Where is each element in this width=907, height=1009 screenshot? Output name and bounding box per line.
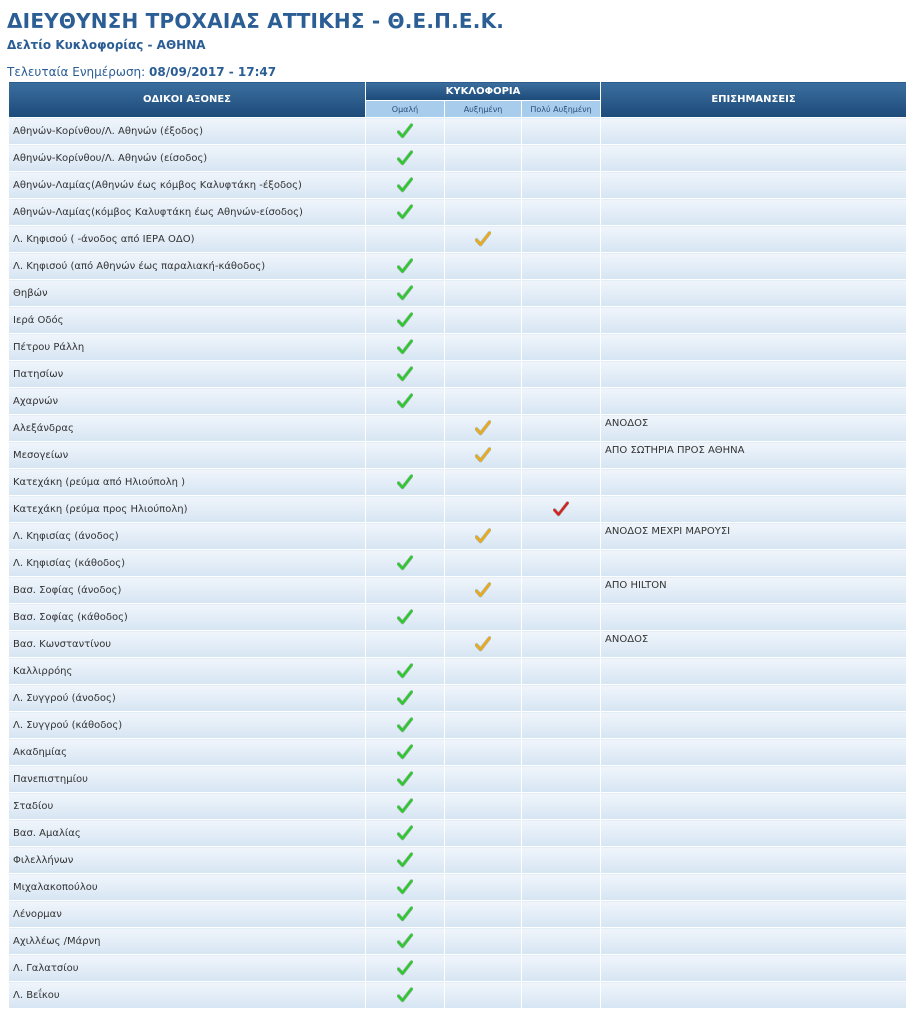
traffic-cell-normal: [366, 523, 445, 550]
checkmark-icon: [397, 123, 413, 139]
traffic-cell-very-increased: [522, 982, 601, 1009]
subheader-increased: Αυξημένη: [445, 101, 522, 118]
road-name: Λ. Βεΐκου: [9, 982, 366, 1009]
checkmark-icon: [475, 231, 491, 247]
traffic-cell-normal: [366, 280, 445, 307]
table-row: [9, 955, 907, 982]
traffic-cell-normal: [366, 955, 445, 982]
table-row: [9, 496, 907, 523]
checkmark-icon: [397, 906, 413, 922]
traffic-cell-increased: [445, 496, 522, 523]
table-row: [9, 712, 907, 739]
checkmark-icon: [397, 258, 413, 274]
traffic-cell-increased: [445, 901, 522, 928]
road-name: Λ. Συγγρού (κάθοδος): [9, 712, 366, 739]
note-cell: [601, 604, 907, 631]
traffic-cell-increased: [445, 280, 522, 307]
checkmark-icon: [397, 339, 413, 355]
note-cell: [601, 280, 907, 307]
checkmark-icon: [397, 987, 413, 1003]
traffic-cell-very-increased: [522, 334, 601, 361]
traffic-cell-normal: [366, 496, 445, 523]
note-cell: [601, 739, 907, 766]
table-row: [9, 982, 907, 1009]
road-name: Λ. Κηφισίας (άνοδος): [9, 523, 366, 550]
note-cell: [601, 820, 907, 847]
note-cell: [601, 226, 907, 253]
note-cell: [601, 172, 907, 199]
table-row: [9, 253, 907, 280]
table-row: [9, 388, 907, 415]
road-name: Αθηνών-Κορίνθου/Λ. Αθηνών (έξοδος): [9, 118, 366, 145]
road-name: Πέτρου Ράλλη: [9, 334, 366, 361]
note-cell: ΑΝΟΔΟΣ: [601, 415, 907, 442]
note-cell: [601, 901, 907, 928]
road-name: Βασ. Αμαλίας: [9, 820, 366, 847]
note-cell: ΑΠΟ ΣΩΤΗΡΙΑ ΠΡΟΣ ΑΘΗΝΑ: [601, 442, 907, 469]
note-cell: [601, 199, 907, 226]
traffic-cell-increased: [445, 523, 522, 550]
traffic-cell-normal: [366, 307, 445, 334]
traffic-cell-increased: [445, 550, 522, 577]
road-name: Λ. Κηφισίας (κάθοδος): [9, 550, 366, 577]
page-subtitle: Δελτίο Κυκλοφορίας - ΑΘΗΝΑ: [7, 38, 206, 52]
table-row: [9, 550, 907, 577]
table-row: [9, 415, 907, 442]
road-name: Λ. Γαλατσίου: [9, 955, 366, 982]
note-cell: [601, 793, 907, 820]
traffic-cell-normal: [366, 820, 445, 847]
note-cell: [601, 469, 907, 496]
traffic-cell-normal: [366, 658, 445, 685]
checkmark-icon: [397, 312, 413, 328]
checkmark-icon: [397, 879, 413, 895]
checkmark-icon: [475, 582, 491, 598]
checkmark-icon: [397, 744, 413, 760]
note-cell: ΑΠΟ HILTON: [601, 577, 907, 604]
checkmark-icon: [397, 960, 413, 976]
checkmark-icon: [397, 825, 413, 841]
road-name: Ακαδημίας: [9, 739, 366, 766]
traffic-cell-very-increased: [522, 415, 601, 442]
traffic-cell-very-increased: [522, 901, 601, 928]
traffic-cell-increased: [445, 415, 522, 442]
note-cell: [601, 118, 907, 145]
checkmark-icon: [397, 366, 413, 382]
traffic-cell-normal: [366, 361, 445, 388]
traffic-cell-very-increased: [522, 928, 601, 955]
note-cell: [601, 712, 907, 739]
traffic-cell-increased: [445, 874, 522, 901]
traffic-cell-very-increased: [522, 523, 601, 550]
checkmark-icon: [397, 285, 413, 301]
road-name: Αχαρνών: [9, 388, 366, 415]
traffic-cell-increased: [445, 172, 522, 199]
note-cell: [601, 253, 907, 280]
traffic-cell-normal: [366, 388, 445, 415]
note-cell: [601, 955, 907, 982]
road-name: Θηβών: [9, 280, 366, 307]
traffic-cell-very-increased: [522, 496, 601, 523]
road-name: Κατεχάκη (ρεύμα προς Ηλιούπολη): [9, 496, 366, 523]
checkmark-icon: [397, 474, 413, 490]
traffic-cell-very-increased: [522, 280, 601, 307]
table-row: [9, 523, 907, 550]
note-cell: [601, 982, 907, 1009]
traffic-cell-normal: [366, 874, 445, 901]
table-row: [9, 928, 907, 955]
subheader-very-increased: Πολύ Αυξημένη: [522, 101, 601, 118]
col-header-notes: ΕΠΙΣΗΜΑΝΣΕΙΣ: [601, 82, 907, 118]
traffic-table: [8, 81, 907, 1009]
road-name: Σταδίου: [9, 793, 366, 820]
note-cell: [601, 361, 907, 388]
traffic-cell-increased: [445, 469, 522, 496]
traffic-cell-normal: [366, 253, 445, 280]
road-name: Καλλιρρόης: [9, 658, 366, 685]
traffic-table-container: [8, 81, 907, 1009]
note-cell: [601, 874, 907, 901]
checkmark-icon: [397, 690, 413, 706]
traffic-cell-increased: [445, 118, 522, 145]
traffic-cell-increased: [445, 766, 522, 793]
traffic-cell-very-increased: [522, 955, 601, 982]
table-row: [9, 631, 907, 658]
traffic-cell-increased: [445, 793, 522, 820]
checkmark-icon: [397, 717, 413, 733]
traffic-cell-increased: [445, 712, 522, 739]
traffic-cell-normal: [366, 928, 445, 955]
checkmark-icon: [397, 663, 413, 679]
traffic-cell-very-increased: [522, 874, 601, 901]
traffic-cell-normal: [366, 469, 445, 496]
traffic-cell-increased: [445, 361, 522, 388]
checkmark-icon: [397, 852, 413, 868]
traffic-cell-very-increased: [522, 739, 601, 766]
traffic-cell-increased: [445, 658, 522, 685]
table-row: [9, 442, 907, 469]
road-name: Βασ. Κωνσταντίνου: [9, 631, 366, 658]
road-name: Λ. Συγγρού (άνοδος): [9, 685, 366, 712]
traffic-cell-normal: [366, 145, 445, 172]
table-row: [9, 658, 907, 685]
note-cell: [601, 685, 907, 712]
table-row: [9, 280, 907, 307]
subheader-normal: Ομαλή: [366, 101, 445, 118]
table-row: [9, 820, 907, 847]
note-cell: [601, 496, 907, 523]
traffic-cell-normal: [366, 550, 445, 577]
traffic-cell-normal: [366, 415, 445, 442]
checkmark-icon: [397, 609, 413, 625]
table-row: [9, 577, 907, 604]
road-name: Βασ. Σοφίας (άνοδος): [9, 577, 366, 604]
road-name: Λ. Κηφισού ( -άνοδος από ΙΕΡΑ ΟΔΟ): [9, 226, 366, 253]
table-row: [9, 199, 907, 226]
road-name: Αλεξάνδρας: [9, 415, 366, 442]
checkmark-icon: [397, 204, 413, 220]
road-name: Ιερά Οδός: [9, 307, 366, 334]
traffic-cell-increased: [445, 604, 522, 631]
page-title: ΔΙΕΥΘΥΝΣΗ ΤΡΟΧΑΙΑΣ ΑΤΤΙΚΗΣ - Θ.Ε.Π.Ε.Κ.: [7, 9, 505, 33]
note-cell: ΑΝΟΔΟΣ: [601, 631, 907, 658]
checkmark-icon: [475, 420, 491, 436]
note-cell: [601, 334, 907, 361]
traffic-cell-very-increased: [522, 604, 601, 631]
road-name: Λένορμαν: [9, 901, 366, 928]
note-cell: [601, 766, 907, 793]
traffic-cell-increased: [445, 307, 522, 334]
traffic-cell-increased: [445, 334, 522, 361]
traffic-cell-increased: [445, 226, 522, 253]
note-cell: [601, 658, 907, 685]
table-row: [9, 793, 907, 820]
note-cell: ΑΝΟΔΟΣ ΜΕΧΡΙ ΜΑΡΟΥΣΙ: [601, 523, 907, 550]
traffic-cell-increased: [445, 820, 522, 847]
table-row: [9, 685, 907, 712]
traffic-cell-increased: [445, 928, 522, 955]
road-name: Μιχαλακοπούλου: [9, 874, 366, 901]
traffic-cell-increased: [445, 253, 522, 280]
road-name: Φιλελλήνων: [9, 847, 366, 874]
last-update-label: Τελευταία Ενημέρωση:: [7, 65, 146, 79]
table-row: [9, 847, 907, 874]
table-row: [9, 118, 907, 145]
traffic-cell-increased: [445, 685, 522, 712]
traffic-cell-very-increased: [522, 199, 601, 226]
traffic-cell-increased: [445, 982, 522, 1009]
traffic-cell-normal: [366, 739, 445, 766]
table-row: [9, 172, 907, 199]
traffic-cell-very-increased: [522, 253, 601, 280]
table-row: [9, 334, 907, 361]
traffic-cell-very-increased: [522, 361, 601, 388]
traffic-cell-very-increased: [522, 631, 601, 658]
traffic-cell-normal: [366, 334, 445, 361]
traffic-cell-very-increased: [522, 442, 601, 469]
traffic-cell-very-increased: [522, 658, 601, 685]
checkmark-icon: [475, 528, 491, 544]
traffic-cell-increased: [445, 145, 522, 172]
checkmark-icon: [553, 501, 569, 517]
traffic-cell-normal: [366, 847, 445, 874]
note-cell: [601, 145, 907, 172]
checkmark-icon: [397, 177, 413, 193]
traffic-cell-normal: [366, 982, 445, 1009]
traffic-cell-very-increased: [522, 226, 601, 253]
checkmark-icon: [475, 447, 491, 463]
checkmark-icon: [397, 150, 413, 166]
checkmark-icon: [397, 771, 413, 787]
last-update-value: 08/09/2017 - 17:47: [149, 65, 277, 79]
col-header-traffic: ΚΥΚΛΟΦΟΡΙΑ: [366, 82, 601, 101]
traffic-cell-very-increased: [522, 766, 601, 793]
traffic-cell-normal: [366, 226, 445, 253]
table-row: [9, 766, 907, 793]
traffic-cell-increased: [445, 631, 522, 658]
note-cell: [601, 388, 907, 415]
traffic-cell-very-increased: [522, 145, 601, 172]
road-name: Λ. Κηφισού (από Αθηνών έως παραλιακή-κάθοδος): [9, 253, 366, 280]
last-update: [7, 65, 276, 79]
checkmark-icon: [397, 555, 413, 571]
traffic-cell-very-increased: [522, 307, 601, 334]
note-cell: [601, 550, 907, 577]
traffic-cell-increased: [445, 739, 522, 766]
road-name: Πανεπιστημίου: [9, 766, 366, 793]
traffic-rows: [9, 118, 907, 1009]
traffic-cell-very-increased: [522, 388, 601, 415]
table-row: [9, 361, 907, 388]
road-name: Μεσογείων: [9, 442, 366, 469]
traffic-cell-very-increased: [522, 820, 601, 847]
table-row: [9, 739, 907, 766]
checkmark-icon: [397, 933, 413, 949]
traffic-cell-normal: [366, 604, 445, 631]
traffic-cell-increased: [445, 577, 522, 604]
traffic-cell-very-increased: [522, 118, 601, 145]
traffic-cell-very-increased: [522, 577, 601, 604]
note-cell: [601, 307, 907, 334]
col-header-roads: ΟΔΙΚΟΙ ΑΞΟΝΕΣ: [9, 82, 366, 118]
traffic-cell-increased: [445, 847, 522, 874]
traffic-cell-normal: [366, 901, 445, 928]
table-row: [9, 469, 907, 496]
road-name: Αθηνών-Λαμίας(Αθηνών έως κόμβος Καλυφτάκη -έξοδος): [9, 172, 366, 199]
traffic-cell-normal: [366, 685, 445, 712]
traffic-cell-increased: [445, 955, 522, 982]
road-name: Αχιλλέως /Μάρνη: [9, 928, 366, 955]
traffic-cell-very-increased: [522, 793, 601, 820]
road-name: Αθηνών-Κορίνθου/Λ. Αθηνών (είσοδος): [9, 145, 366, 172]
road-name: Αθηνών-Λαμίας(κόμβος Καλυφτάκη έως Αθηνών-είσοδος): [9, 199, 366, 226]
traffic-cell-normal: [366, 712, 445, 739]
road-name: Βασ. Σοφίας (κάθοδος): [9, 604, 366, 631]
road-name: Πατησίων: [9, 361, 366, 388]
traffic-cell-normal: [366, 172, 445, 199]
traffic-cell-very-increased: [522, 712, 601, 739]
traffic-cell-very-increased: [522, 550, 601, 577]
road-name: Κατεχάκη (ρεύμα από Ηλιούπολη ): [9, 469, 366, 496]
traffic-cell-very-increased: [522, 685, 601, 712]
traffic-cell-increased: [445, 388, 522, 415]
table-row: [9, 901, 907, 928]
traffic-cell-very-increased: [522, 172, 601, 199]
table-row: [9, 145, 907, 172]
checkmark-icon: [475, 636, 491, 652]
table-row: [9, 874, 907, 901]
table-row: [9, 307, 907, 334]
traffic-cell-very-increased: [522, 847, 601, 874]
traffic-cell-increased: [445, 199, 522, 226]
checkmark-icon: [397, 798, 413, 814]
checkmark-icon: [397, 393, 413, 409]
traffic-cell-normal: [366, 118, 445, 145]
traffic-cell-very-increased: [522, 469, 601, 496]
table-row: [9, 604, 907, 631]
note-cell: [601, 928, 907, 955]
traffic-cell-normal: [366, 631, 445, 658]
traffic-cell-normal: [366, 577, 445, 604]
traffic-cell-normal: [366, 199, 445, 226]
traffic-cell-normal: [366, 766, 445, 793]
traffic-cell-normal: [366, 442, 445, 469]
traffic-cell-normal: [366, 793, 445, 820]
table-row: [9, 226, 907, 253]
note-cell: [601, 847, 907, 874]
traffic-cell-increased: [445, 442, 522, 469]
